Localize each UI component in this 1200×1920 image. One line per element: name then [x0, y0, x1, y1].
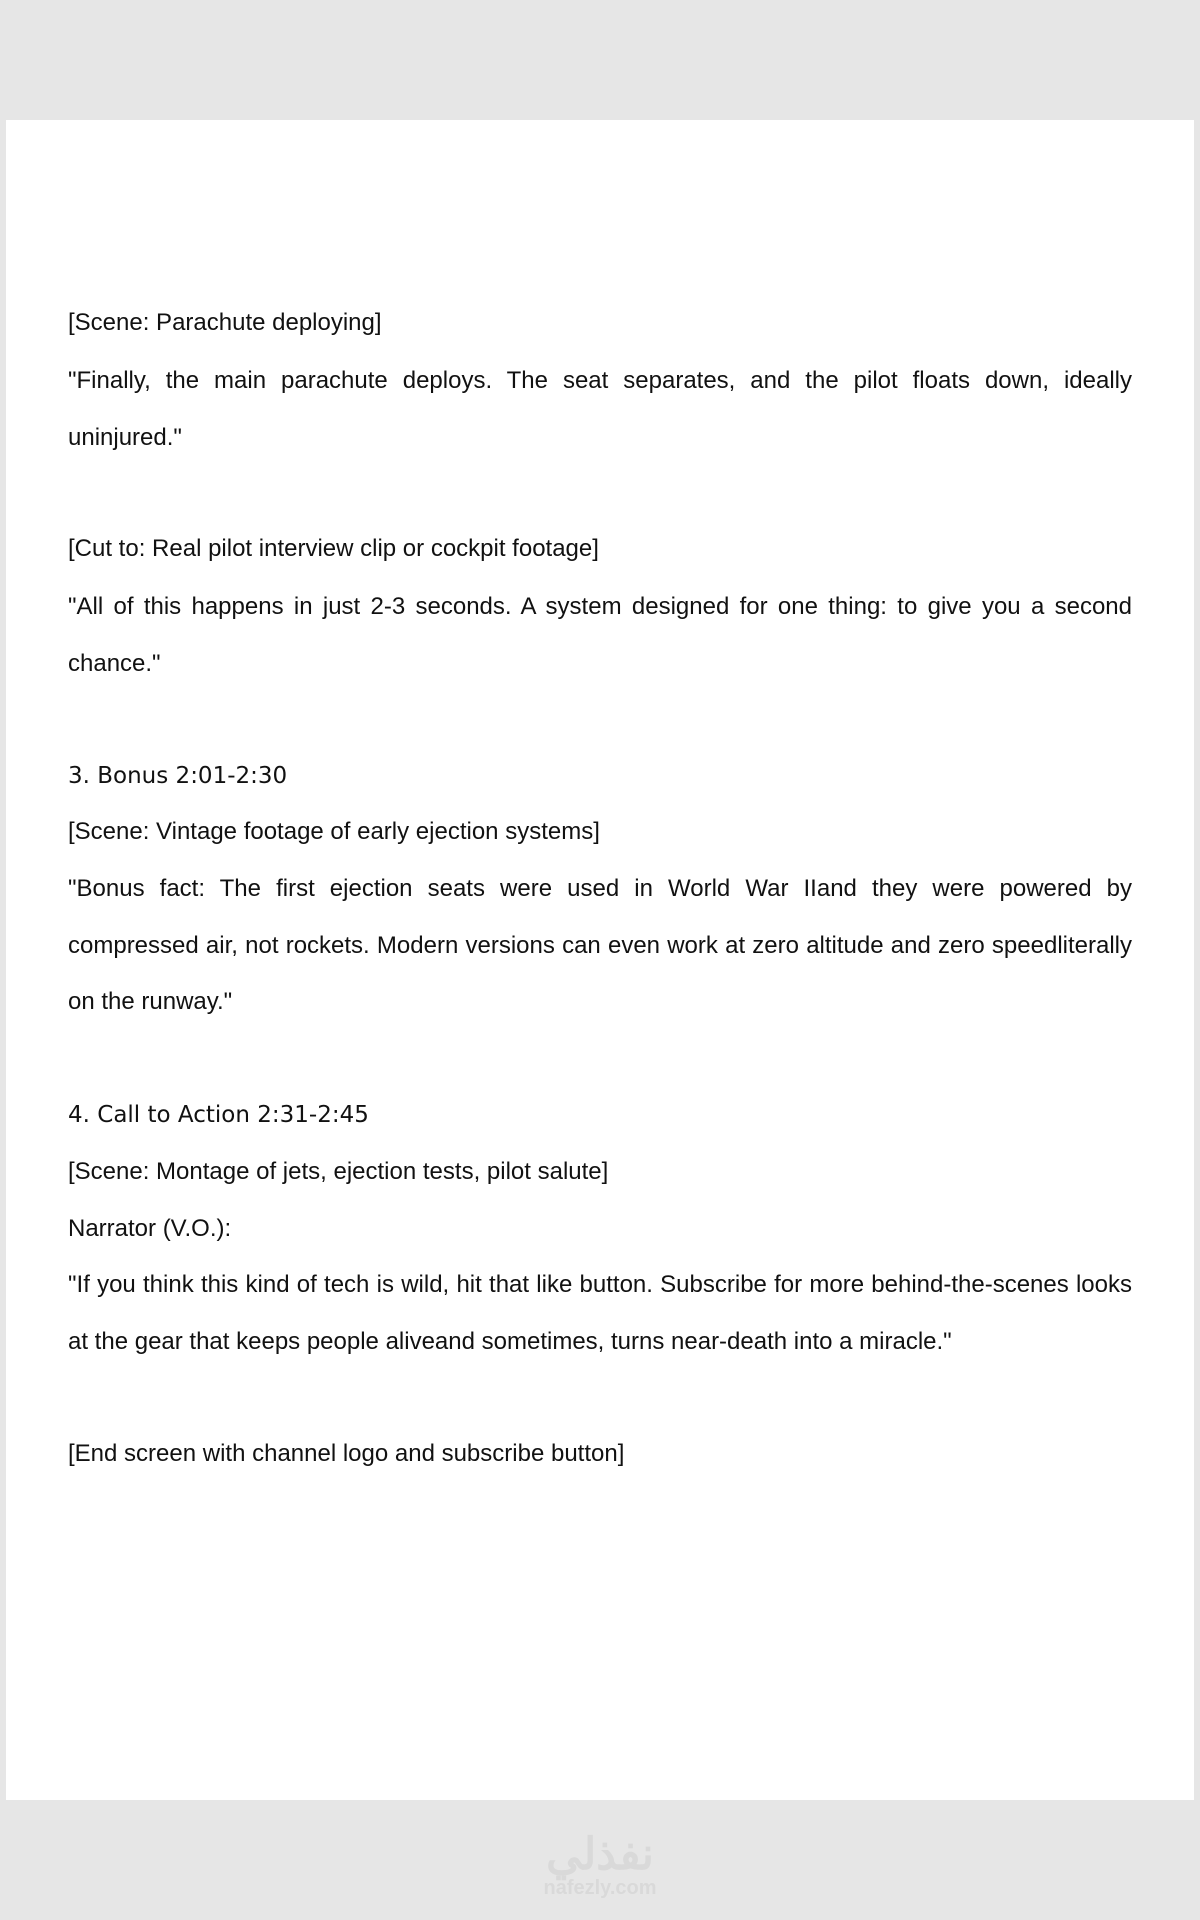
narration-seconds: "All of this happens in just 2-3 seconds. A system designed for one thing: to give you a second chance." [68, 593, 1132, 677]
section-heading-call-to-action: 4. Call to Action 2:31-2:45 [68, 1102, 369, 1128]
document-page [6, 120, 1194, 1800]
scene-direction-vintage: [Scene: Vintage footage of early ejection systems] [68, 818, 600, 845]
watermark-url: nafezly.com [543, 1877, 657, 1899]
narration-bonus: "Bonus fact: The first ejection seats were used in World War IIand they were powered by compressed air, not rockets. Modern versions can even work at zero altitude and zero speedliterally on the runway." [68, 875, 1132, 1015]
scene-direction-montage: [Scene: Montage of jets, ejection tests, pilot salute] [68, 1158, 609, 1185]
narration-parachute: "Finally, the main parachute deploys. The seat separates, and the pilot floats down, ideally uninjured." [68, 367, 1132, 451]
section-heading-bonus: 3. Bonus 2:01-2:30 [68, 763, 288, 789]
cut-to-direction: [Cut to: Real pilot interview clip or cockpit footage] [68, 535, 599, 562]
narration-call-to-action: "If you think this kind of tech is wild, hit that like button. Subscribe for more behind-the-scenes looks at the gear that keeps people aliveand sometimes, turns near-death into a miracle." [68, 1271, 1132, 1355]
watermark-logo [0, 1832, 1200, 1898]
watermark-logo-text: نفذلي [546, 1830, 654, 1879]
scene-direction-parachute: [Scene: Parachute deploying] [68, 309, 382, 336]
narrator-label: Narrator (V.O.): [68, 1215, 232, 1242]
end-screen-direction: [End screen with channel logo and subscribe button] [68, 1440, 625, 1467]
